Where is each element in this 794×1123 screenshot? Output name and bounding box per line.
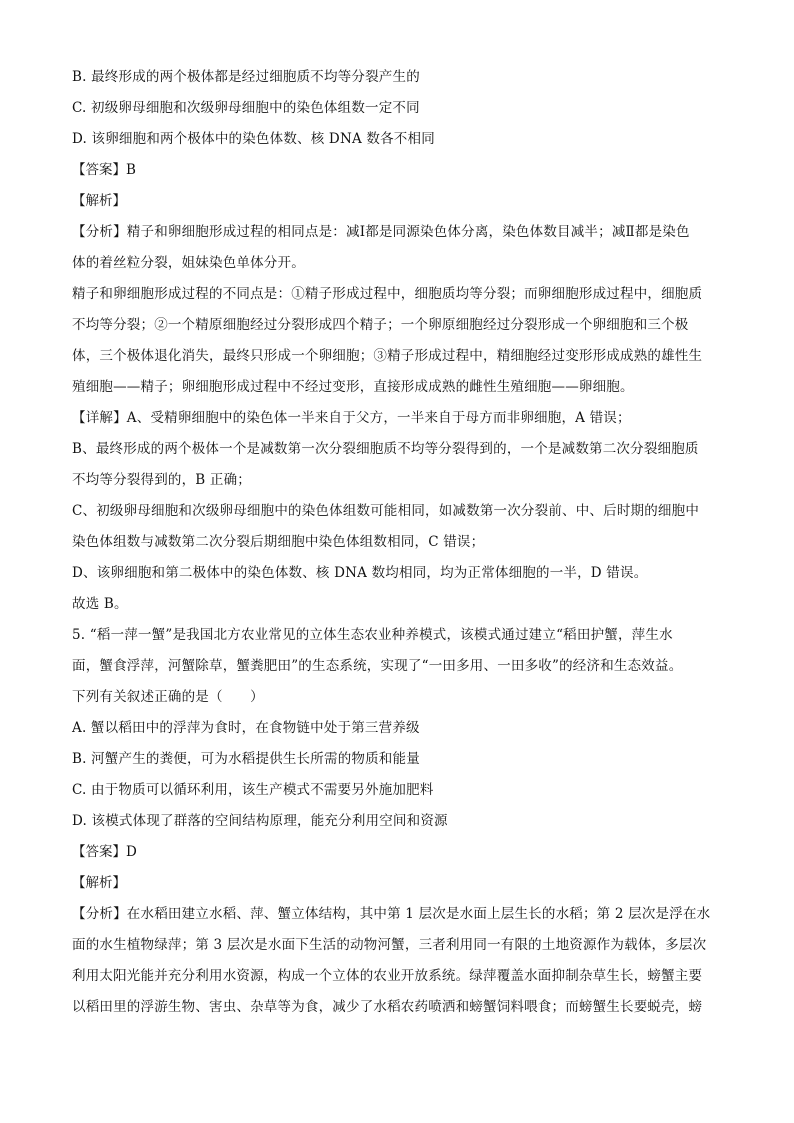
question-5-stem: 面，蟹食浮萍，河蟹除草，蟹粪肥田”的生态系统，实现了“一田多用、一田多收”的经济和生态效益。 xyxy=(72,658,683,674)
question-5-stem: 下列有关叙述正确的是（ ） xyxy=(72,689,264,705)
answer-label-q5: 【答案】D xyxy=(72,844,137,860)
option-d-prev: D. 该卵细胞和两个极体中的染色体数、核 DNA 数各不相同 xyxy=(72,131,435,147)
answer-label-q4: 【答案】B xyxy=(72,162,136,178)
question-5-option-a: A. 蟹以稻田中的浮萍为食时，在食物链中处于第三营养级 xyxy=(72,720,420,736)
analysis-paragraph-q4: 精子和卵细胞形成过程的不同点是：①精子形成过程中，细胞质均等分裂；而卵细胞形成过程中，细胞质 xyxy=(72,286,703,302)
analysis-label-q4: 【解析】 xyxy=(72,193,126,209)
analysis-paragraph-q4: 体，三个极体退化消失，最终只形成一个卵细胞；③精子形成过程中，精细胞经过变形形成成熟的雄性生 xyxy=(72,348,703,364)
detail-paragraph-q4: 染色体组数与减数第二次分裂后期细胞中染色体组数相同，C 错误； xyxy=(72,534,485,550)
analysis-paragraph-q5: 以稻田里的浮游生物、害虫、杂草等为食，减少了水稻农药喷洒和螃蟹饲料喂食；而螃蟹生长要蜕壳，螃 xyxy=(72,999,703,1015)
analysis-label-q5: 【解析】 xyxy=(72,875,126,891)
analysis-paragraph-q4: 体的着丝粒分裂，姐妹染色单体分开。 xyxy=(72,255,305,271)
analysis-paragraph-q4: 殖细胞——精子；卵细胞形成过程中不经过变形，直接形成成熟的雌性生殖细胞——卵细胞。 xyxy=(72,379,634,395)
option-c-prev: C. 初级卵母细胞和次级卵母细胞中的染色体组数一定不同 xyxy=(72,100,420,116)
detail-paragraph-q4: 不均等分裂得到的，B 正确； xyxy=(72,472,252,488)
option-b-prev: B. 最终形成的两个极体都是经过细胞质不均等分裂产生的 xyxy=(72,69,420,85)
question-5-option-c: C. 由于物质可以循环利用，该生产模式不需要另外施加肥料 xyxy=(72,782,434,798)
question-5-option-b: B. 河蟹产生的粪便，可为水稻提供生长所需的物质和能量 xyxy=(72,751,420,767)
conclusion-q4: 故选 B。 xyxy=(72,596,128,612)
detail-paragraph-q4: B、最终形成的两个极体一个是减数第一次分裂细胞质不均等分裂得到的，一个是减数第二次分裂细胞质 xyxy=(72,441,699,457)
analysis-paragraph-q4: 【分析】精子和卵细胞形成过程的相同点是：减Ⅰ都是同源染色体分离，染色体数目减半；减Ⅱ都是染色 xyxy=(72,224,690,240)
document-page xyxy=(72,62,722,1023)
analysis-paragraph-q4: 不均等分裂；②一个精原细胞经过分裂形成四个精子；一个卵原细胞经过分裂形成一个卵细胞和三个极 xyxy=(72,317,689,333)
question-5-stem: 5. “稻一萍一蟹”是我国北方农业常见的立体生态农业种养模式，该模式通过建立“稻田护蟹，萍生水 xyxy=(72,627,673,643)
analysis-paragraph-q5: 利用太阳光能并充分利用水资源，构成一个立体的农业开放系统。绿萍覆盖水面抑制杂草生长，螃蟹主要 xyxy=(72,968,703,984)
analysis-paragraph-q5: 面的水生植物绿萍；第 3 层次是水面下生活的动物河蟹，三者利用同一有限的土地资源作为载体，多层次 xyxy=(72,937,707,953)
detail-paragraph-q4: C、初级卵母细胞和次级卵母细胞中的染色体组数可能相同，如减数第一次分裂前、中、后时期的细胞中 xyxy=(72,503,700,519)
analysis-paragraph-q5: 【分析】在水稻田建立水稻、萍、蟹立体结构，其中第 1 层次是水面上层生长的水稻；第 2 层次是浮在水 xyxy=(72,906,711,922)
detail-paragraph-q4: 【详解】A、受精卵细胞中的染色体一半来自于父方，一半来自于母方而非卵细胞，A 错误； xyxy=(72,410,631,426)
question-5-option-d: D. 该模式体现了群落的空间结构原理，能充分利用空间和资源 xyxy=(72,813,448,829)
detail-paragraph-q4: D、该卵细胞和第二极体中的染色体数、核 DNA 数均相同，均为正常体细胞的一半，D 错误。 xyxy=(72,565,648,581)
